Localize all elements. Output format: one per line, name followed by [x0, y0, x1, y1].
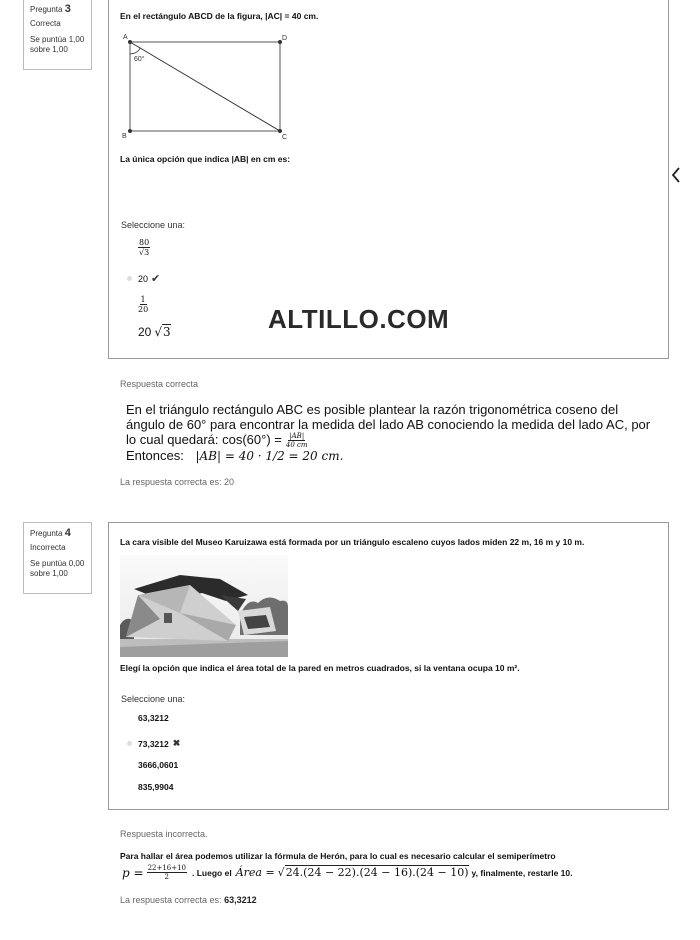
- correct-answer: La respuesta correcta es: 20: [120, 477, 235, 487]
- feedback-text: En el triángulo rectángulo ABC es posible plantear la razón trigonométrica coseno del ángulo de 60° para encontrar la medida del lado AB conociendo la medida del lado AC, por lo cual quedará: cos(60°) = $\frac{|AB|}{40 cm}$ Entonces: |AB| = 40 · 1/2 = 20 cm.: [126, 402, 651, 463]
- heron-sqrt: √24.(24 − 22).(24 − 16).(24 − 10): [277, 866, 469, 879]
- answer-option-2[interactable]: [127, 738, 180, 749]
- question-label: Pregunta: [30, 529, 63, 538]
- feedback-fraction: $\frac{|AB|}{40 cm}$: [285, 432, 308, 449]
- vertex-c-label: C: [282, 134, 288, 141]
- answer-option-2[interactable]: [127, 272, 160, 285]
- correct-answer-value: 63,3212: [224, 895, 257, 905]
- question-text: La cara visible del Museo Karuizawa está formada por un triángulo escaleno cuyos lados miden 22 m, 16 m y 10 m.: [120, 537, 585, 547]
- answer-option-4[interactable]: [127, 325, 171, 339]
- option-label: 835,9904: [138, 782, 174, 792]
- option-label: 3666,0601: [138, 760, 179, 770]
- option-radio[interactable]: [127, 763, 132, 768]
- select-label: Seleccione una:: [121, 694, 186, 704]
- feedback-formula: p = $\frac{22+16+10}{2}$ . Luego el Área = √24.(24 − 22).(24 − 16).(24 − 10) y, finalmente, restarle 10.: [122, 864, 573, 881]
- semiperimeter-fraction: $\frac{22+16+10}{2}$: [147, 864, 187, 881]
- option-label: 63,3212: [138, 713, 169, 723]
- watermark-text: ALTILLO.COM: [268, 304, 450, 334]
- correct-answer: La respuesta correcta es: 63,3212: [120, 895, 257, 905]
- option-radio[interactable]: [127, 276, 132, 281]
- question-score: Se puntúa 1,00 sobre 1,00: [30, 35, 85, 54]
- question-number: 3: [64, 3, 71, 15]
- cross-icon: ✖: [172, 738, 181, 748]
- option-fraction: $\frac{1}{20}$: [138, 295, 149, 314]
- question-4-info: [23, 522, 92, 594]
- option-radio[interactable]: [127, 716, 132, 721]
- answer-option-4[interactable]: [127, 782, 173, 792]
- answer-option-1[interactable]: [127, 238, 150, 257]
- option-label: 73,3212: [138, 738, 169, 749]
- answer-option-3[interactable]: [127, 760, 178, 770]
- option-label: 20: [138, 325, 152, 339]
- vertex-d-label: D: [282, 35, 288, 42]
- chevron-left-icon[interactable]: [670, 166, 682, 184]
- option-radio[interactable]: [127, 302, 132, 307]
- result-label: Respuesta incorrecta.: [120, 829, 208, 839]
- select-label: Seleccione una:: [121, 220, 186, 230]
- question-number: 4: [64, 527, 71, 539]
- angle-label: 60°: [134, 56, 145, 63]
- question-score: Se puntúa 0,00 sobre 1,00: [30, 559, 85, 578]
- question-status: Incorrecta: [30, 543, 66, 552]
- question-status: Correcta: [30, 19, 61, 28]
- option-radio[interactable]: [127, 785, 132, 790]
- question-text: En el rectángulo ABCD de la figura, |AC| = 40 cm.: [120, 11, 319, 21]
- check-icon: ✔: [151, 273, 161, 285]
- question-3-info: [23, 0, 92, 70]
- option-radio[interactable]: [127, 741, 132, 746]
- question-prompt: Elegí la opción que indica el área total de la pared en metros cuadrados, si la ventana ocupa 10 m².: [120, 663, 520, 673]
- option-sqrt: √3: [154, 325, 171, 339]
- answer-option-3[interactable]: [127, 295, 148, 314]
- feedback-text: Para hallar el área podemos utilizar la fórmula de Herón, para lo cual es necesario calcular el semiperímetro: [120, 851, 556, 861]
- vertex-a-label: A: [123, 34, 128, 41]
- option-label: 20: [138, 273, 149, 284]
- result-label: Respuesta correcta: [120, 379, 199, 389]
- rectangle-figure: [118, 30, 298, 142]
- option-fraction: $\frac{80}{√3}$: [138, 238, 150, 257]
- answer-option-1[interactable]: [127, 713, 169, 723]
- option-radio[interactable]: [127, 330, 132, 335]
- question-label: Pregunta: [30, 5, 63, 14]
- option-radio[interactable]: [127, 245, 132, 250]
- vertex-b-label: B: [122, 133, 127, 140]
- question-prompt: La única opción que indica |AB| en cm es:: [120, 154, 291, 164]
- museum-photo: [120, 555, 288, 657]
